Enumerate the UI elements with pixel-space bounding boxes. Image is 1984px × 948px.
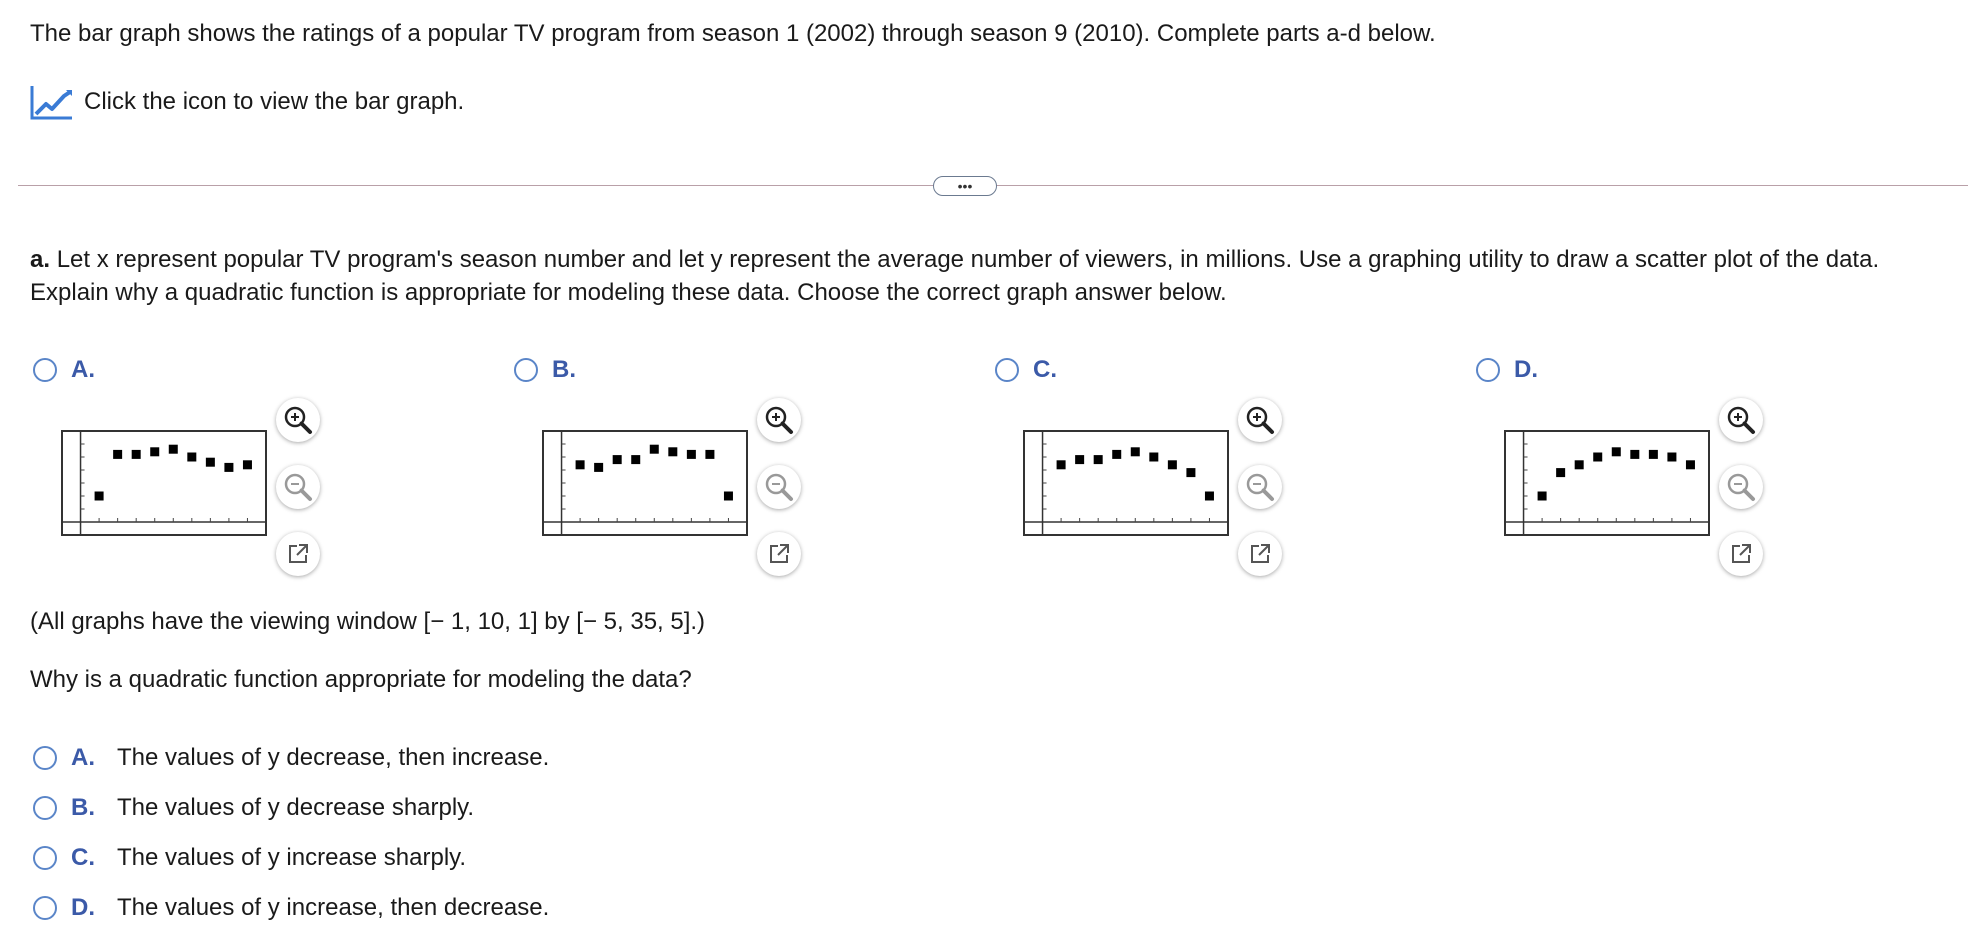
- graph-option-d-label: D.: [1514, 356, 1538, 383]
- plot-frame: [62, 431, 266, 535]
- data-point: [631, 455, 640, 464]
- external-link-icon: [1728, 541, 1754, 567]
- external-link-icon: [766, 541, 792, 567]
- zoom-out-button-d[interactable]: [1719, 465, 1763, 509]
- data-point: [95, 492, 104, 501]
- popout-button-c[interactable]: [1238, 532, 1282, 576]
- zoom-in-button-d[interactable]: [1719, 398, 1763, 442]
- radio-answer-c[interactable]: [33, 846, 57, 870]
- zoom-out-icon: [1245, 472, 1275, 502]
- external-link-icon: [1247, 541, 1273, 567]
- zoom-in-icon: [283, 405, 313, 435]
- graph-option-a-header[interactable]: [33, 356, 95, 384]
- data-point: [169, 445, 178, 454]
- data-point: [1057, 460, 1066, 469]
- answer-b-label: B.: [71, 794, 95, 821]
- zoom-in-icon: [764, 405, 794, 435]
- zoom-in-icon: [1245, 405, 1275, 435]
- answer-b-text: The values of y decrease sharply.: [117, 794, 475, 821]
- view-bar-graph-link[interactable]: [30, 84, 464, 120]
- radio-graph-d[interactable]: [1476, 358, 1500, 382]
- problem-intro: The bar graph shows the ratings of a popular TV program from season 1 (2002) through season 9 (2010). Complete parts a-d below.: [30, 20, 1436, 47]
- part-a-text: Let x represent popular TV program's season number and let y represent the average number of viewers, in millions. Use a graphing utility to draw a scatter plot of the data. Explain why a quadratic function is appropriate for modeling these data. Choose the correct graph answer below.: [30, 246, 1880, 306]
- popout-button-a[interactable]: [276, 532, 320, 576]
- data-point: [1575, 460, 1584, 469]
- data-point: [594, 463, 603, 472]
- external-link-icon: [285, 541, 311, 567]
- answer-c-label: C.: [71, 844, 95, 871]
- data-point: [132, 450, 141, 459]
- answer-option-d[interactable]: [33, 892, 549, 924]
- radio-answer-a[interactable]: [33, 746, 57, 770]
- data-point: [687, 450, 696, 459]
- answer-option-c[interactable]: [33, 842, 466, 874]
- data-point: [1612, 447, 1621, 456]
- graph-option-d-header[interactable]: [1476, 356, 1538, 384]
- data-point: [1649, 450, 1658, 459]
- data-point: [150, 447, 159, 456]
- scatter-plot-c: [1023, 430, 1229, 536]
- radio-answer-b[interactable]: [33, 796, 57, 820]
- data-point: [576, 460, 585, 469]
- zoom-out-icon: [1726, 472, 1756, 502]
- data-point: [1168, 460, 1177, 469]
- zoom-in-button-b[interactable]: [757, 398, 801, 442]
- radio-graph-b[interactable]: [514, 358, 538, 382]
- data-point: [1075, 455, 1084, 464]
- expand-more-button[interactable]: •••: [933, 176, 997, 196]
- graph-option-a[interactable]: [33, 356, 95, 384]
- answer-option-b[interactable]: [33, 792, 474, 824]
- data-point: [1667, 453, 1676, 462]
- data-point: [224, 463, 233, 472]
- data-point: [187, 453, 196, 462]
- data-point: [1094, 455, 1103, 464]
- plot-frame: [1024, 431, 1228, 535]
- data-point: [705, 450, 714, 459]
- data-point: [1186, 468, 1195, 477]
- data-point: [613, 455, 622, 464]
- radio-graph-a[interactable]: [33, 358, 57, 382]
- part-a-prompt: [30, 243, 1960, 309]
- graph-option-c-header[interactable]: [995, 356, 1057, 384]
- graph-option-b[interactable]: [514, 356, 576, 384]
- question-text: Why is a quadratic function appropriate for modeling the data?: [30, 666, 692, 693]
- viewing-window-note: (All graphs have the viewing window [− 1, 10, 1] by [− 5, 35, 5].): [30, 608, 706, 635]
- data-point: [1556, 468, 1565, 477]
- zoom-in-button-a[interactable]: [276, 398, 320, 442]
- graph-option-b-header[interactable]: [514, 356, 576, 384]
- zoom-out-button-a[interactable]: [276, 465, 320, 509]
- plot-frame: [1505, 431, 1709, 535]
- popout-button-d[interactable]: [1719, 532, 1763, 576]
- view-bar-graph-text[interactable]: Click the icon to view the bar graph.: [84, 88, 465, 115]
- data-point: [724, 492, 733, 501]
- zoom-out-icon: [764, 472, 794, 502]
- data-point: [1538, 492, 1547, 501]
- radio-graph-c[interactable]: [995, 358, 1019, 382]
- data-point: [206, 458, 215, 467]
- scatter-plot-a: [61, 430, 267, 536]
- data-point: [1630, 450, 1639, 459]
- data-point: [650, 445, 659, 454]
- scatter-plot-b: [542, 430, 748, 536]
- zoom-in-icon: [1726, 405, 1756, 435]
- graph-option-b-label: B.: [552, 356, 576, 383]
- graph-option-a-label: A.: [71, 356, 95, 383]
- data-point: [1686, 460, 1695, 469]
- data-point: [1593, 453, 1602, 462]
- data-point: [1205, 492, 1214, 501]
- answer-d-text: The values of y increase, then decrease.: [117, 894, 550, 921]
- graph-option-d[interactable]: [1476, 356, 1538, 384]
- data-point: [243, 460, 252, 469]
- data-point: [1131, 447, 1140, 456]
- scatter-plot-d: [1504, 430, 1710, 536]
- answer-d-label: D.: [71, 894, 95, 921]
- answer-a-label: A.: [71, 744, 95, 771]
- data-point: [668, 447, 677, 456]
- answer-c-text: The values of y increase sharply.: [117, 844, 467, 871]
- data-point: [1149, 453, 1158, 462]
- data-point: [1112, 450, 1121, 459]
- zoom-out-button-b[interactable]: [757, 465, 801, 509]
- answer-a-text: The values of y decrease, then increase.: [117, 744, 550, 771]
- graph-option-c[interactable]: [995, 356, 1057, 384]
- answer-option-a[interactable]: [33, 742, 549, 774]
- zoom-in-button-c[interactable]: [1238, 398, 1282, 442]
- graph-option-c-label: C.: [1033, 356, 1057, 383]
- radio-answer-d[interactable]: [33, 896, 57, 920]
- plot-frame: [543, 431, 747, 535]
- zoom-out-button-c[interactable]: [1238, 465, 1282, 509]
- popout-button-b[interactable]: [757, 532, 801, 576]
- part-a-label: a.: [30, 246, 51, 273]
- zoom-out-icon: [283, 472, 313, 502]
- line-chart-icon[interactable]: [30, 84, 74, 120]
- data-point: [113, 450, 122, 459]
